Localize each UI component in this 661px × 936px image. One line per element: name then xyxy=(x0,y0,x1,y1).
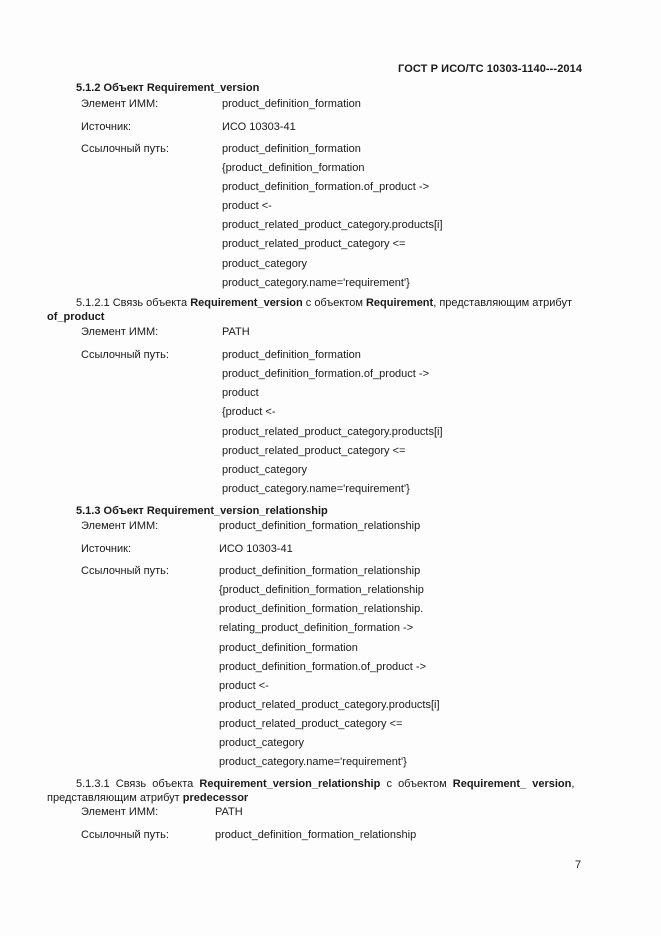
para-text: , xyxy=(571,778,575,790)
entity-name: Requirement_ version xyxy=(452,778,572,790)
reference-path-line: {product_definition_formation_relationship xyxy=(219,584,424,596)
field-label-imm-element: Элемент ИММ: xyxy=(81,326,159,338)
field-value-imm-element: product_definition_formation_relationship xyxy=(219,520,421,532)
document-header-id: ГОСТ Р ИСО/ТС 10303-1140---2014 xyxy=(398,63,583,75)
reference-path-line: {product <- xyxy=(222,406,276,418)
para-text: , представляющим атрибут xyxy=(433,297,573,309)
field-value-source: ИСО 10303-41 xyxy=(222,121,296,133)
reference-path-line: product_category.name='requirement'} xyxy=(222,483,410,495)
field-value-imm-element: PATH xyxy=(215,806,243,818)
field-label-source: Источник: xyxy=(81,121,132,133)
field-label-imm-element: Элемент ИММ: xyxy=(81,98,159,110)
field-value-imm-element: product_definition_formation xyxy=(222,98,361,110)
field-value-reference-path: product_definition_formation xyxy=(222,349,361,361)
reference-path-line: product_definition_formation.of_product -> xyxy=(219,661,426,673)
reference-path-line: product <- xyxy=(222,200,272,212)
reference-path-line: product xyxy=(222,387,259,399)
para-text: с объектом xyxy=(380,778,453,790)
field-value-reference-path: product_definition_formation_relationship xyxy=(219,565,421,577)
section-paragraph-5-1-2-1-line2 xyxy=(47,311,104,323)
field-value-imm-element: PATH xyxy=(222,326,250,338)
field-label-reference-path: Ссылочный путь: xyxy=(81,565,169,577)
reference-path-line: product_related_product_category <= xyxy=(222,238,406,250)
field-label-imm-element: Элемент ИММ: xyxy=(81,520,159,532)
field-value-reference-path: product_definition_formation_relationship xyxy=(215,829,417,841)
para-text: с объектом xyxy=(302,297,366,309)
reference-path-line: product_definition_formation xyxy=(219,642,358,654)
attribute-name: of_product xyxy=(47,311,105,323)
reference-path-line: relating_product_definition_formation -> xyxy=(219,622,414,634)
entity-name: Requirement xyxy=(365,297,434,309)
section-paragraph-5-1-3-1-line2 xyxy=(47,792,248,804)
reference-path-line: product_category xyxy=(222,258,307,270)
field-value-reference-path: product_definition_formation xyxy=(222,143,361,155)
entity-name: Requirement_version_relationship xyxy=(199,778,381,790)
field-value-source: ИСО 10303-41 xyxy=(219,543,293,555)
field-label-imm-element: Элемент ИММ: xyxy=(81,806,159,818)
section-paragraph-5-1-2-1 xyxy=(76,297,572,309)
reference-path-line: product_definition_formation_relationship. xyxy=(219,603,424,615)
reference-path-line: product_related_product_category <= xyxy=(219,718,403,730)
entity-name: Requirement_version xyxy=(190,297,303,309)
reference-path-line: product_related_product_category <= xyxy=(222,445,406,457)
field-label-reference-path: Ссылочный путь: xyxy=(81,349,169,361)
reference-path-line: product_category xyxy=(222,464,307,476)
reference-path-line: {product_definition_formation xyxy=(222,162,365,174)
attribute-name: predecessor xyxy=(182,792,249,804)
reference-path-line: product_related_product_category.products[i] xyxy=(222,219,443,231)
field-label-source: Источник: xyxy=(81,543,132,555)
section-heading-5-1-2: 5.1.2 Объект Requirement_version xyxy=(76,82,260,94)
section-paragraph-5-1-3-1 xyxy=(76,778,583,790)
field-label-reference-path: Ссылочный путь: xyxy=(81,143,169,155)
reference-path-line: product_related_product_category.products[i] xyxy=(222,426,443,438)
reference-path-line: product_category.name='requirement'} xyxy=(219,756,407,768)
para-text: 5.1.2.1 Связь объекта xyxy=(76,297,191,309)
reference-path-line: product_definition_formation.of_product -> xyxy=(222,181,429,193)
field-label-reference-path: Ссылочный путь: xyxy=(81,829,169,841)
page-number: 7 xyxy=(575,859,582,871)
section-heading-5-1-3: 5.1.3 Объект Requirement_version_relationship xyxy=(76,505,328,517)
reference-path-line: product <- xyxy=(219,680,269,692)
reference-path-line: product_category.name='requirement'} xyxy=(222,277,410,289)
reference-path-line: product_related_product_category.products[i] xyxy=(219,699,440,711)
para-text: представляющим атрибут xyxy=(47,792,183,804)
reference-path-line: product_definition_formation.of_product -> xyxy=(222,368,429,380)
reference-path-line: product_category xyxy=(219,737,304,749)
para-text: 5.1.3.1 Связь объекта xyxy=(76,778,200,790)
